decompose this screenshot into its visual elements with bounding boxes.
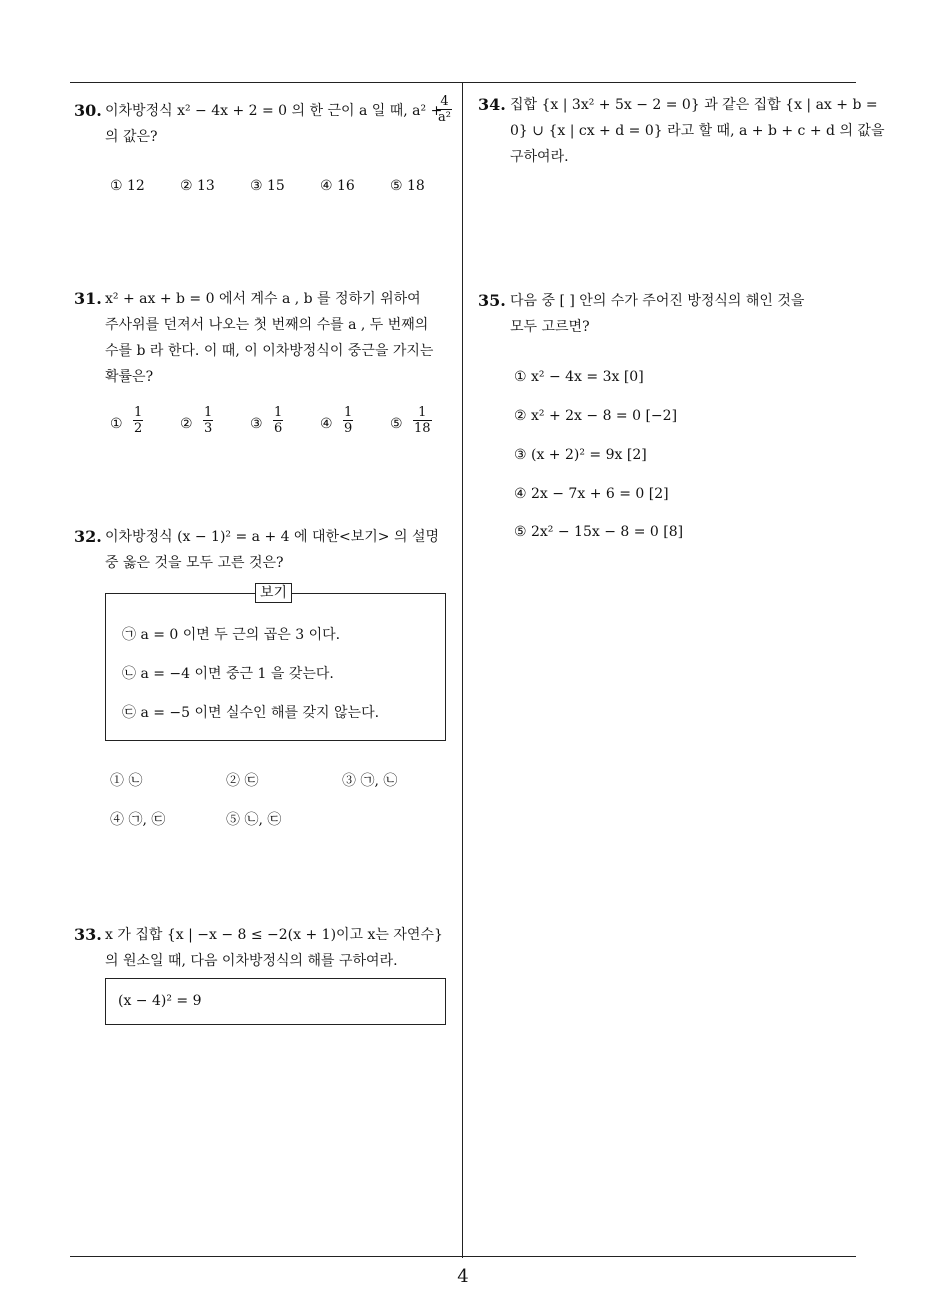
- problem-number: 31.: [74, 289, 102, 308]
- choice-4[interactable]: ④ 16: [320, 178, 355, 194]
- problem-text: 0} ∪ {x | cx + d = 0} 라고 할 때, a + b + c + d 의 값을: [510, 123, 885, 139]
- problem-text: 의 원소일 때, 다음 이차방정식의 해를 구하여라.: [105, 953, 398, 969]
- choice-3[interactable]: ③ ㉠, ㉡: [342, 773, 398, 789]
- column-divider: [462, 82, 463, 1258]
- problem-number: 35.: [478, 291, 506, 310]
- fraction-denominator: 9: [344, 421, 353, 436]
- choice-2[interactable]: ② ㉢: [226, 773, 259, 789]
- choice-3-fraction[interactable]: [273, 405, 283, 436]
- problem-number: 33.: [74, 925, 102, 944]
- fraction-numerator: 1: [418, 405, 427, 420]
- choice-2[interactable]: ② 13: [180, 178, 215, 194]
- bogi-item-1: ㉠ a = 0 이면 두 근의 곱은 3 이다.: [122, 627, 341, 643]
- problem-text: 의 값은?: [105, 129, 158, 145]
- problem-number: 32.: [74, 527, 102, 546]
- problem-text: 구하여라.: [510, 149, 569, 165]
- problem-text: x 가 집합 {x | −x − 8 ≤ −2(x + 1)이고 x는 자연수}: [105, 927, 443, 943]
- problem-text: 확률은?: [105, 369, 154, 385]
- problem-text: 주사위를 던져서 나오는 첫 번째의 수를 a , 두 번째의: [105, 317, 429, 333]
- choice-3[interactable]: ③ 15: [250, 178, 285, 194]
- fraction-numerator: 1: [274, 405, 283, 420]
- problem-text: 집합 {x | 3x² + 5x − 2 = 0} 과 같은 집합 {x | ax + b =: [510, 97, 878, 113]
- choice-1[interactable]: ① 12: [110, 178, 145, 194]
- problem-text: 수를 b 라 한다. 이 때, 이 이차방정식이 중근을 가지는: [105, 343, 434, 359]
- choice-5[interactable]: ⑤ 18: [390, 178, 425, 194]
- fraction-denominator: 18: [414, 421, 431, 436]
- choice-4-mark[interactable]: ④: [320, 416, 333, 432]
- bogi-item-2: ㉡ a = −4 이면 중근 1 을 갖는다.: [122, 666, 334, 682]
- problem-text: 이차방정식 x² − 4x + 2 = 0 의 한 근이 a 일 때, a² +: [105, 103, 443, 119]
- choice-3[interactable]: ③ (x + 2)² = 9x [2]: [514, 447, 647, 463]
- fraction: [437, 94, 452, 125]
- choice-2-mark[interactable]: ②: [180, 416, 193, 432]
- problem-text: 중 옳은 것을 모두 고른 것은?: [105, 555, 284, 571]
- fraction-numerator: 1: [344, 405, 353, 420]
- choice-2-fraction[interactable]: [203, 405, 213, 436]
- fraction-numerator: 1: [204, 405, 213, 420]
- choice-1[interactable]: ① x² − 4x = 3x [0]: [514, 369, 644, 385]
- fraction-denominator: 3: [204, 421, 213, 436]
- fraction-denominator: 6: [274, 421, 283, 436]
- problem-text: 다음 중 [ ] 안의 수가 주어진 방정식의 해인 것을: [510, 293, 805, 309]
- choice-2[interactable]: ② x² + 2x − 8 = 0 [−2]: [514, 408, 678, 424]
- fraction-numerator: 4: [440, 94, 449, 109]
- problem-text: 모두 고르면?: [510, 319, 590, 335]
- bogi-label: 보기: [255, 583, 292, 603]
- choice-1-mark[interactable]: ①: [110, 416, 123, 432]
- choice-3-mark[interactable]: ③: [250, 416, 263, 432]
- bottom-rule: [70, 1256, 856, 1257]
- choice-5[interactable]: ⑤ 2x² − 15x − 8 = 0 [8]: [514, 524, 684, 540]
- fraction-numerator: 1: [134, 405, 143, 420]
- problem-number: 30.: [74, 101, 102, 120]
- top-rule: [70, 82, 856, 83]
- problem-text: 이차방정식 (x − 1)² = a + 4 에 대한<보기> 의 설명: [105, 529, 440, 545]
- choice-4[interactable]: ④ ㉠, ㉢: [110, 812, 166, 828]
- choice-5[interactable]: ⑤ ㉡, ㉢: [226, 812, 282, 828]
- equation: (x − 4)² = 9: [118, 993, 202, 1009]
- fraction-denominator: a²: [438, 110, 451, 125]
- choice-1[interactable]: ① ㉡: [110, 773, 143, 789]
- choice-5-fraction[interactable]: [413, 405, 432, 436]
- choice-5-mark[interactable]: ⑤: [390, 416, 403, 432]
- choice-4[interactable]: ④ 2x − 7x + 6 = 0 [2]: [514, 486, 669, 502]
- page-number: 4: [457, 1266, 469, 1287]
- choice-1-fraction[interactable]: [133, 405, 143, 436]
- problem-text: x² + ax + b = 0 에서 계수 a , b 를 정하기 위하여: [105, 291, 421, 307]
- fraction-denominator: 2: [134, 421, 143, 436]
- choice-4-fraction[interactable]: [343, 405, 353, 436]
- bogi-item-3: ㉢ a = −5 이면 실수인 해를 갖지 않는다.: [122, 705, 380, 721]
- problem-number: 34.: [478, 95, 506, 114]
